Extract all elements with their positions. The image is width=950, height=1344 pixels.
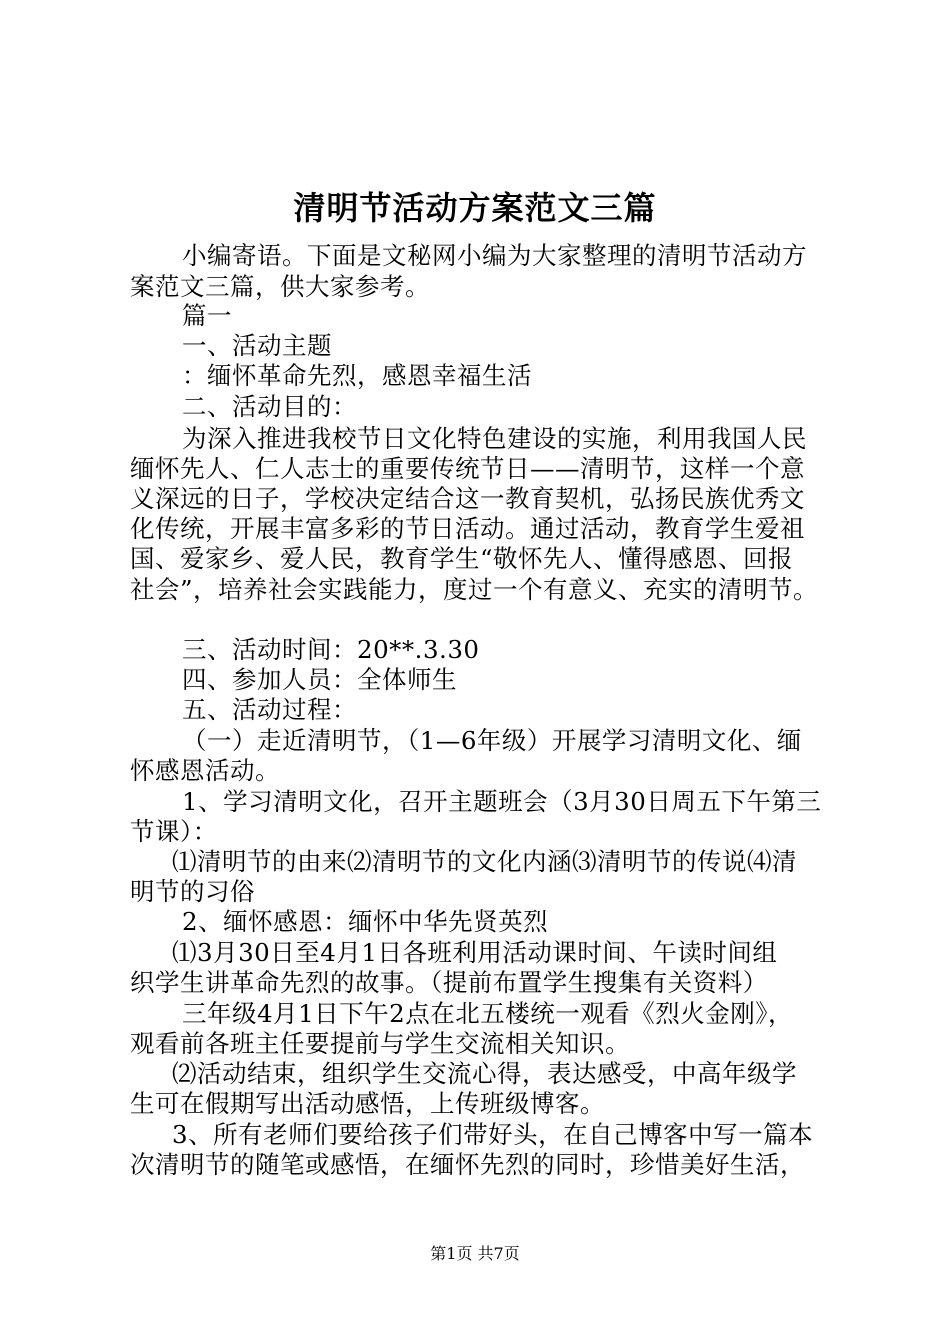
body-line: 2、缅怀感恩：缅怀中华先贤英烈 xyxy=(182,907,549,936)
body-line: 国、爱家乡、爱人民，教育学生“敬怀先人、懂得感恩、回报 xyxy=(130,544,794,573)
body-line: 缅怀先人、仁人志士的重要传统节日——清明节，这样一个意 xyxy=(130,454,805,483)
body-line: 三、活动时间：20**.3.30 xyxy=(182,635,480,664)
body-line: 小编寄语。下面是文秘网小编为大家整理的清明节活动方 xyxy=(182,241,807,270)
body-line: 观看前各班主任要提前与学生交流相关知识。 xyxy=(130,1029,630,1058)
body-line: 一、活动主题 xyxy=(182,331,332,360)
body-line: 怀感恩活动。 xyxy=(130,756,280,785)
body-line: 五、活动过程： xyxy=(182,695,357,724)
body-line: 为深入推进我校节日文化特色建设的实施，利用我国人民 xyxy=(182,424,807,453)
body-line: 四、参加人员：全体师生 xyxy=(182,665,457,694)
body-line: ⑴3月30日至4月1日各班利用活动课时间、午读时间组 xyxy=(172,938,778,967)
body-line: 义深远的日子，学校决定结合这一教育契机，弘扬民族优秀文 xyxy=(130,484,805,513)
body-line: 案范文三篇，供大家参考。 xyxy=(130,272,430,301)
body-line: 1、学习清明文化，召开主题班会（3月30日周五下午第三 xyxy=(182,787,822,816)
body-line: 织学生讲革命先烈的故事。（提前布置学生搜集有关资料） xyxy=(130,968,768,997)
body-line: 三年级4月1日下午2点在北五楼统一观看《烈火金刚》， xyxy=(182,999,794,1028)
body-line: ⑵活动结束，组织学生交流心得，表达感受，中高年级学 xyxy=(172,1059,797,1088)
body-line: 节课）： xyxy=(130,817,218,846)
body-line: （一）走近清明节，（1—6年级）开展学习清明文化、缅 xyxy=(182,726,802,755)
page-footer: 第1页 共7页 xyxy=(430,1244,520,1263)
body-line: ⑴清明节的由来⑵清明节的文化内涵⑶清明节的传说⑷清 xyxy=(172,847,797,876)
body-line: 3、所有老师们要给孩子们带好头，在自己博客中写一篇本 xyxy=(172,1120,814,1149)
body-line: 明节的习俗 xyxy=(130,877,255,906)
body-line: 生可在假期写出活动感悟，上传班级博客。 xyxy=(130,1089,605,1118)
body-line: 社会”，培养社会实践能力，度过一个有意义、充实的清明节。 xyxy=(130,575,819,604)
body-line: 次清明节的随笔或感悟，在缅怀先烈的同时，珍惜美好生活， xyxy=(130,1150,805,1179)
body-line: 二、活动目的： xyxy=(182,392,357,421)
body-line: 篇一 xyxy=(182,301,232,330)
body-line: ：缅怀革命先烈，感恩幸福生活 xyxy=(182,361,532,390)
page-title: 清明节活动方案范文三篇 xyxy=(293,189,657,227)
body-line: 化传统，开展丰富多彩的节日活动。通过活动，教育学生爱祖 xyxy=(130,514,805,543)
